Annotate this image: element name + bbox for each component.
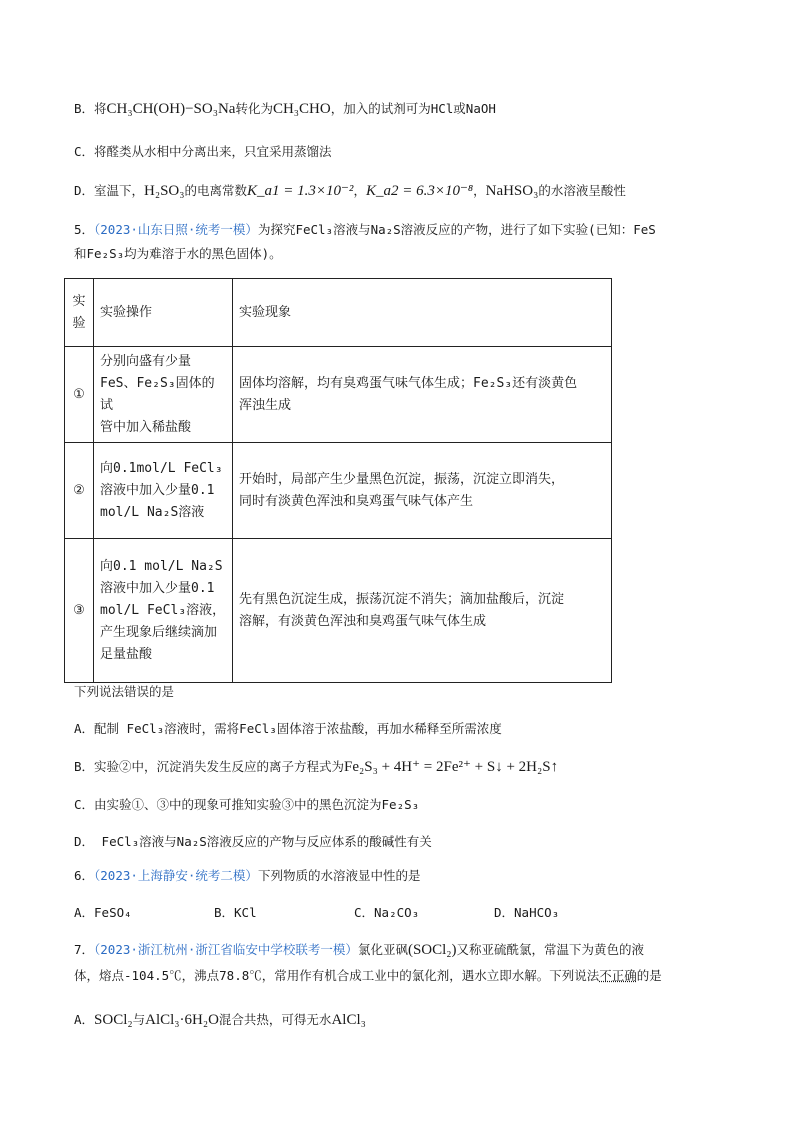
op-line: 管中加入稀盐酸 <box>100 419 192 435</box>
experiment-table <box>64 278 612 683</box>
op-line: 产生现象后继续滴加 <box>100 624 218 640</box>
op-line: 向0.1 mol/L Na₂S <box>100 558 223 574</box>
header-experiment <box>65 279 94 347</box>
q7-stem-line2-text: 体，熔点-104.5℃，沸点78.8℃，常用作有机合成工业中的氯化剂，遇水立即水解。下列说法 <box>74 968 600 983</box>
ph-line: 固体均溶解，均有臭鸡蛋气味气体生成；Fe₂S₃还有淡黄色 <box>239 375 578 391</box>
row-operation <box>94 443 233 539</box>
ph-line: 开始时，局部产生少量黑色沉淀，振荡，沉淀立即消失， <box>239 471 565 487</box>
q7-stem-formula: (SOCl₂) <box>407 942 457 958</box>
q5-option-b-prefix: B．实验②中，沉淀消失发生反应的离子方程式为 <box>74 759 345 774</box>
option-b-formula2: CH₃CHO <box>272 101 331 117</box>
q7-option-a-mid2: 混合共热，可得无水 <box>218 1012 332 1027</box>
q6-stem-text: 下列物质的水溶液显中性的是 <box>257 868 421 883</box>
op-line: 分别向盛有少量 <box>100 353 192 369</box>
option-b-prev <box>74 99 496 119</box>
q6-option-c[interactable]: C．Na₂CO₃ <box>354 905 420 920</box>
q5-stem-text1: 为探究FeCl₃溶液与Na₂S溶液反应的产物，进行了如下实验(已知：FeS <box>257 222 656 237</box>
row-id: ② <box>65 443 94 539</box>
option-b-mid: 转化为 <box>235 101 273 116</box>
q5-option-b[interactable] <box>74 757 558 777</box>
option-d-prefix: D．室温下， <box>74 183 145 198</box>
ph-line: 先有黑色沉淀生成，振荡沉淀不消失；滴加盐酸后，沉淀 <box>239 591 565 607</box>
header-experiment-text: 实验 <box>72 293 86 331</box>
op-line: 溶液中加入少量0.1 <box>100 580 215 596</box>
q7-option-a-mid: 与 <box>132 1012 146 1027</box>
q5-option-a[interactable]: A．配制 FeCl₃溶液时，需将FeCl₃固体溶于浓盐酸，再加水稀释至所需浓度 <box>74 721 502 736</box>
option-d-ka2: K_a2 = 6.3×10⁻⁸ <box>365 183 474 199</box>
header-operation: 实验操作 <box>94 279 233 347</box>
option-b-suffix: ，加入的试剂可为HCl或NaOH <box>330 101 496 116</box>
row-id: ① <box>65 347 94 443</box>
option-c-prev: C．将醛类从水相中分离出来，只宜采用蒸馏法 <box>74 144 332 159</box>
option-d-suffix: 的水溶液呈酸性 <box>538 183 626 198</box>
table-row <box>65 443 612 539</box>
q7-number: 7． <box>74 942 95 957</box>
q7-option-a-f2: AlCl₃·6H₂O <box>145 1012 219 1028</box>
op-line: mol/L Na₂S溶液 <box>100 504 205 520</box>
q6-option-b[interactable]: B．KCl <box>214 905 257 920</box>
option-d-sep2: ， <box>473 183 486 198</box>
q6-source-link[interactable]: （2023·上海静安·统考二模） <box>94 868 258 883</box>
option-d-prev <box>74 181 626 201</box>
q5-stem-line2: 和Fe₂S₃均为难溶于水的黑色固体)。 <box>74 246 282 261</box>
q6-option-d[interactable]: D．NaHCO₃ <box>494 905 560 920</box>
option-b-prefix: B．将 <box>74 101 107 116</box>
q7-stem-emphasis: 不正确 <box>599 968 637 983</box>
q5-number: 5． <box>74 222 95 237</box>
option-b-formula: CH₃CH(OH)−SO₃Na <box>106 101 236 117</box>
q7-stem-line1 <box>74 940 644 960</box>
row-phenomenon <box>233 539 612 683</box>
ph-line: 同时有淡黄色浑浊和臭鸡蛋气味气体产生 <box>239 493 474 509</box>
row-operation <box>94 347 233 443</box>
table-row <box>65 539 612 683</box>
q5-option-d[interactable]: D． FeCl₃溶液与Na₂S溶液反应的产物与反应体系的酸碱性有关 <box>74 834 432 849</box>
q7-option-a-prefix: A． <box>74 1012 95 1027</box>
q5-option-c[interactable]: C．由实验①、③中的现象可推知实验③中的黑色沉淀为Fe₂S₃ <box>74 797 420 812</box>
q6-option-a[interactable]: A．FeSO₄ <box>74 905 132 920</box>
ph-line: 浑浊生成 <box>239 397 292 413</box>
op-line: mol/L FeCl₃溶液， <box>100 602 226 618</box>
row-phenomenon <box>233 347 612 443</box>
q7-stem-b: 又称亚硫酰氯，常温下为黄色的液 <box>456 942 645 957</box>
op-line: 向0.1mol/L FeCl₃ <box>100 460 223 476</box>
op-line: FeS、Fe₂S₃固体的试 <box>100 375 215 413</box>
q7-option-a-f1: SOCl₂ <box>94 1012 133 1028</box>
row-id: ③ <box>65 539 94 683</box>
ph-line: 溶解，有淡黄色浑浊和臭鸡蛋气味气体生成 <box>239 613 487 629</box>
row-phenomenon <box>233 443 612 539</box>
q6-stem <box>74 866 420 886</box>
q7-stem-line2 <box>74 966 662 986</box>
q7-source-link[interactable]: （2023·浙江杭州·浙江省临安中学校联考一模） <box>94 942 358 957</box>
q7-option-a-f3: AlCl₃ <box>331 1012 366 1028</box>
option-d-formula: H₂SO₃ <box>144 183 185 199</box>
option-d-sep: ， <box>353 183 366 198</box>
option-d-ka1: K_a1 = 1.3×10⁻² <box>247 183 354 199</box>
table-row <box>65 347 612 443</box>
q5-question: 下列说法错误的是 <box>74 684 175 699</box>
option-d-mid: 的电离常数 <box>184 183 248 198</box>
q6-number: 6． <box>74 868 95 883</box>
q5-stem-line1 <box>74 220 656 240</box>
q5-source-link[interactable]: （2023·山东日照·统考一模） <box>94 222 258 237</box>
q7-stem-end: 的是 <box>636 968 662 983</box>
header-phenomenon: 实验现象 <box>233 279 612 347</box>
op-line: 足量盐酸 <box>100 646 153 662</box>
row-operation <box>94 539 233 683</box>
op-line: 溶液中加入少量0.1 <box>100 482 215 498</box>
q7-stem-a: 氯化亚砜 <box>357 942 408 957</box>
table-header-row <box>65 279 612 347</box>
q5-option-b-formula: Fe₂S₃ + 4H⁺ = 2Fe²⁺ + S↓ + 2H₂S↑ <box>344 759 559 775</box>
q7-option-a[interactable] <box>74 1010 366 1030</box>
option-d-formula2: NaHSO₃ <box>485 183 539 199</box>
